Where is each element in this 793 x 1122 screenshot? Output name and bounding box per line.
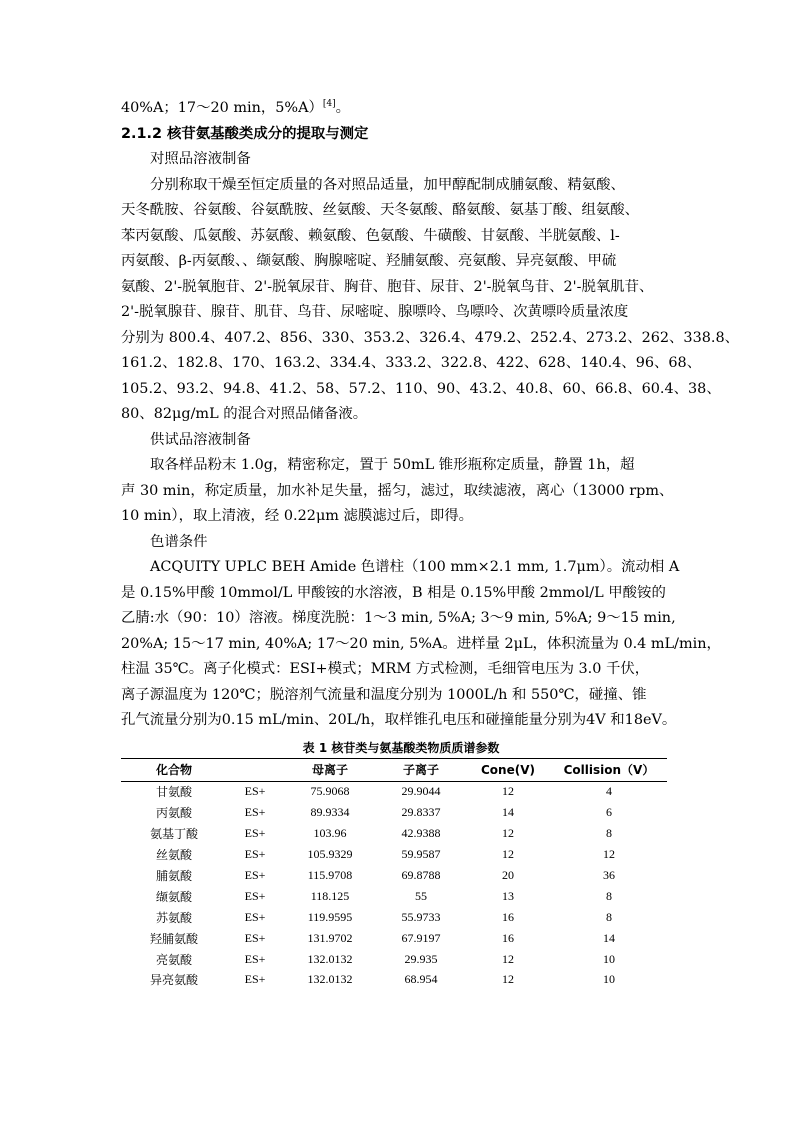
- text-line: 2'-脱氧腺苷、腺苷、肌苷、鸟苷、尿嘧啶、腺嘌呤、鸟嘌呤、次黄嘌呤质量浓度: [121, 304, 629, 320]
- cell: 36: [603, 868, 615, 882]
- cell: ES+: [244, 888, 266, 903]
- text-line: 苯丙氨酸、瓜氨酸、苏氨酸、赖氨酸、色氨酸、牛磺酸、甘氨酸、半胱氨酸、l-: [121, 227, 620, 244]
- cell: ES+: [244, 930, 266, 945]
- chromatographic-conditions-paragraph: [121, 555, 721, 734]
- sample-solution-paragraph: [121, 453, 681, 530]
- cell: 8: [606, 888, 612, 903]
- cell: 16: [502, 930, 514, 945]
- cell: 55.9733: [401, 909, 441, 924]
- cell: 29.935: [404, 951, 438, 966]
- table-row: [121, 970, 667, 991]
- cell: ES+: [244, 909, 266, 924]
- cell: 16: [502, 909, 514, 924]
- cell: 103.96: [313, 826, 347, 841]
- table-row: [121, 907, 667, 928]
- cell: 14: [603, 930, 615, 945]
- table-body: [121, 781, 667, 990]
- table-row: [121, 928, 667, 949]
- cell: 氨基丁酸: [149, 827, 198, 842]
- cell: 丝氨酸: [155, 848, 192, 863]
- ms-parameters-table: [121, 758, 667, 991]
- text-line: 80、82μg/mL 的混合对照品储备液。: [121, 406, 368, 422]
- cell: 亮氨酸: [155, 952, 192, 967]
- cell: 115.9708: [307, 868, 353, 882]
- header-precursor-ion: 母离子: [283, 758, 377, 781]
- cell: 42.9388: [401, 826, 441, 841]
- citation-ref: [4]: [322, 99, 336, 109]
- cell: 118.125: [310, 888, 350, 903]
- section-heading-2-1-2: 2.1.2 核苷氨基酸类成分的提取与测定: [121, 125, 369, 142]
- table-row: [121, 886, 667, 907]
- text-line: 柱温 35℃。离子化模式：ESI+模式；MRM 方式检测，毛细管电压为 3.0 千伏，: [121, 661, 650, 677]
- cell: 苏氨酸: [155, 910, 192, 925]
- text-line: 氨酸、2'-脱氧胞苷、2'-脱氧尿苷、胸苷、胞苷、尿苷、2'-脱氧鸟苷、2'-脱氧肌苷、: [121, 278, 654, 295]
- header-product-ion: 子离子: [377, 758, 465, 781]
- text-line: 天冬酰胺、谷氨酸、谷氨酰胺、丝氨酸、天冬氨酸、酪氨酸、氨基丁酸、组氨酸、: [121, 202, 640, 218]
- cell: 4: [606, 784, 612, 799]
- text-line: 是 0.15%甲酸 10mmol/L 甲酸铵的水溶液，B 相是 0.15%甲酸 2mmol/L 甲酸铵的: [121, 584, 666, 601]
- header-mode: [227, 758, 283, 781]
- table-row: [121, 949, 667, 970]
- cell: 75.9068: [310, 784, 350, 799]
- paper-page: [121, 96, 740, 990]
- cell: 甘氨酸: [155, 785, 192, 800]
- cell: 13: [502, 888, 514, 903]
- text-line: 161.2、182.8、170、163.2、334.4、333.2、322.8、422、628、140.4、96、68、: [121, 355, 702, 371]
- cell: 羟脯氨酸: [149, 931, 198, 946]
- cell: 12: [502, 826, 514, 841]
- cell: ES+: [244, 972, 266, 987]
- cell: 20: [502, 868, 514, 882]
- cell: 67.9197: [401, 930, 441, 945]
- cell: 缬氨酸: [155, 889, 192, 904]
- cell: ES+: [244, 847, 266, 862]
- table-caption: 表 1 核苷类与氨基酸类物质质谱参数: [302, 740, 500, 755]
- text-line: 分别称取干燥至恒定质量的各对照品适量，加甲醇配制成脯氨酸、精氨酸、: [150, 176, 625, 193]
- cell: ES+: [244, 951, 266, 966]
- cell: 8: [606, 909, 612, 924]
- cell: 12: [502, 951, 514, 966]
- cell: 105.9329: [307, 847, 353, 862]
- reference-solution-paragraph: [121, 173, 740, 428]
- cell: 脯氨酸: [155, 869, 192, 883]
- table-row: [121, 844, 667, 865]
- text-line: 分别为 800.4、407.2、856、330、353.2、326.4、479.2、252.4、273.2、262、338.8、: [121, 329, 740, 346]
- text-line: 105.2、93.2、94.8、41.2、58、57.2、110、90、43.2、40.8、60、66.8、60.4、38、: [121, 380, 721, 397]
- header-compound: 化合物: [121, 758, 227, 781]
- table-row: [121, 823, 667, 844]
- cell: 59.9587: [401, 847, 441, 862]
- text-line: 20%A; 15～17 min, 40%A; 17～20 min, 5%A。进样量 2μL，体积流量为 0.4 mL/min，: [121, 635, 721, 652]
- cell: 6: [606, 805, 612, 820]
- paragraph-continuation: 40%A；17～20 min，5%A）[4]。: [121, 99, 351, 116]
- cell: 132.0132: [307, 951, 353, 966]
- cell: 10: [603, 951, 615, 966]
- cell: ES+: [244, 805, 266, 820]
- header-collision: Collision（V）: [551, 758, 667, 781]
- cell: 68.954: [404, 972, 438, 987]
- text-line: 孔气流量分别为0.15 mL/min、20L/h，取样锥孔电压和碰撞能量分别为4V 和18eV。: [121, 712, 677, 728]
- header-cone: Cone(V): [465, 758, 551, 781]
- text-line: 10 min），取上清液，经 0.22μm 滤膜滤过后，即得。: [121, 508, 474, 524]
- cell: 丙氨酸: [155, 806, 192, 821]
- subheading-sample-solution: 供试品溶液制备: [150, 431, 251, 448]
- cell: 12: [502, 847, 514, 862]
- cell: 12: [502, 784, 514, 799]
- cell: 55: [415, 888, 427, 903]
- cell: 132.0132: [307, 972, 353, 987]
- cell: 89.9334: [310, 805, 350, 820]
- cell: ES+: [244, 868, 266, 882]
- text-line: 声 30 min，称定质量，加水补足失量，摇匀，滤过，取续滤液，离心（13000 rpm、: [121, 482, 674, 499]
- table-row: [121, 802, 667, 823]
- subheading-chromatographic-conditions: 色谱条件: [150, 533, 208, 550]
- text-line: 乙腈:水（90：10）溶液。梯度洗脱：1～3 min, 5%A; 3～9 min, 5%A; 9～15 min,: [121, 610, 676, 626]
- cell: 异亮氨酸: [149, 973, 198, 988]
- table-header: [121, 758, 667, 781]
- text-line: 丙氨酸、β-丙氨酸、、缬氨酸、胸腺嘧啶、羟脯氨酸、亮氨酸、异亮氨酸、甲硫: [121, 253, 617, 269]
- cell: 12: [603, 847, 615, 862]
- table-row: [121, 865, 667, 886]
- table-row: [121, 781, 667, 802]
- cell: 29.8337: [401, 805, 441, 820]
- cell: ES+: [244, 784, 266, 799]
- cell: 10: [603, 972, 615, 987]
- cell: 119.9595: [307, 909, 353, 924]
- text-line: 取各样品粉末 1.0g，精密称定，置于 50mL 锥形瓶称定质量，静置 1h，超: [150, 457, 635, 473]
- cell: 69.8788: [401, 868, 441, 882]
- subheading-reference-solution: 对照品溶液制备: [150, 151, 251, 167]
- cell: 131.9702: [307, 930, 353, 945]
- cell: 14: [502, 805, 514, 820]
- cell: 8: [606, 826, 612, 841]
- text-line: ACQUITY UPLC BEH Amide 色谱柱（100 mm×2.1 mm, 1.7μm）。流动相 A: [150, 559, 680, 575]
- cell: 29.9044: [401, 784, 441, 799]
- text-line: 离子源温度为 120℃；脱溶剂气流量和温度分别为 1000L/h 和 550℃，碰撞、锥: [121, 686, 647, 703]
- cell: 12: [502, 972, 514, 987]
- cell: ES+: [244, 826, 266, 841]
